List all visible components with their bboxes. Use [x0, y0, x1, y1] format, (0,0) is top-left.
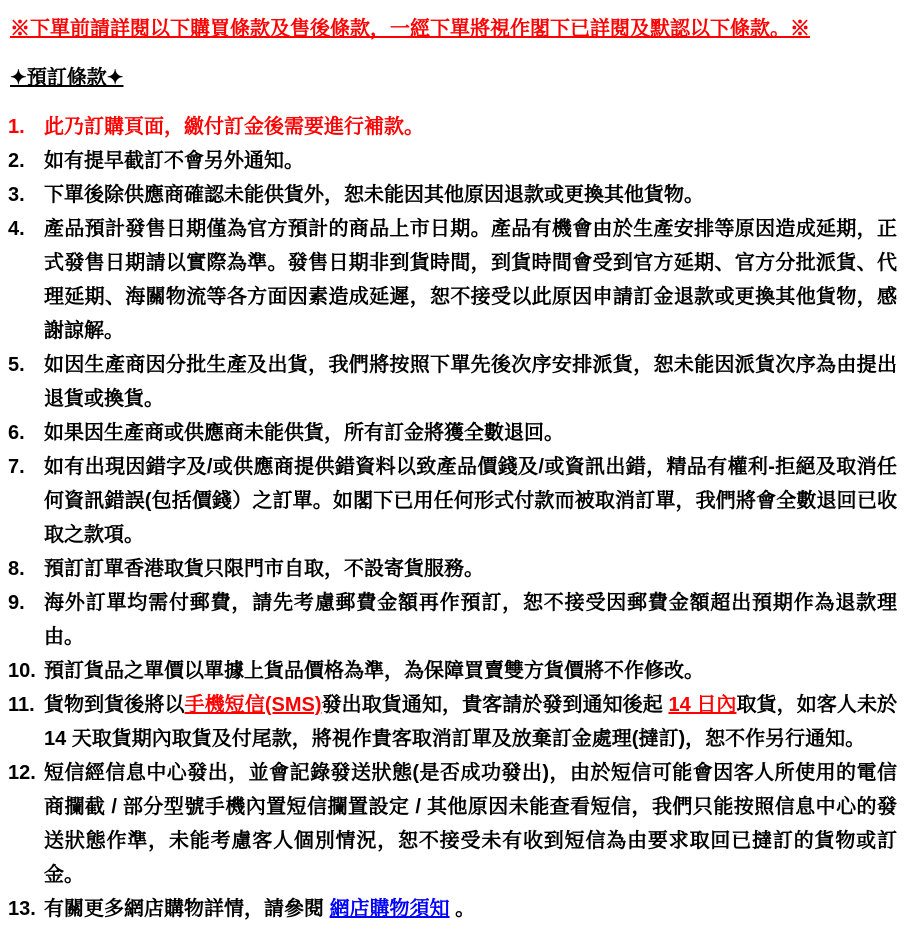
- term-segment: 產品預計發售日期僅為官方預計的商品上市日期。產品有機會由於生產安排等原因造成延期，正式發售日期請以實際為準。發售日期非到貨時間，到貨時間會受到官方延期、官方分批派貨、代理延期、海關物流等各方面因素造成延遲，恕不接受以此原因申請訂金退款或更換其他貨物，感謝諒解。: [44, 218, 897, 342]
- term-text: [44, 654, 897, 688]
- term-segment: 預訂貨品之單價以單據上貨品價格為準，為保障買賣雙方貨價將不作修改。: [44, 660, 704, 682]
- term-segment: 有關更多網店購物詳情，請參閱: [44, 898, 330, 920]
- term-item: [8, 144, 897, 178]
- term-number: 10.: [8, 660, 36, 682]
- term-number: 11.: [8, 694, 35, 716]
- term-number: 12.: [8, 762, 36, 784]
- term-segment: 貨物到貨後將以: [44, 694, 185, 716]
- term-text: [44, 756, 897, 892]
- term-segment: 如有提早截訂不會另外通知。: [44, 150, 304, 172]
- term-segment: 短信經信息中心發出，並會記錄發送狀態(是否成功發出)，由於短信可能會因客人所使用的電信商攔截 / 部分型號手機內置短信攔置設定 / 其他原因未能查看短信，我們只能按照信息中心的發送狀態作準，未能考慮客人個別情況，恕不接受未有收到短信為由要求取回已撻訂的貨物或訂金。: [44, 762, 897, 886]
- term-item: [8, 552, 897, 586]
- term-segment: 如果因生產商或供應商未能供貨，所有訂金將獲全數退回。: [44, 422, 564, 444]
- term-number: 8.: [8, 558, 25, 580]
- term-text: [44, 212, 897, 348]
- pre-order-notice: ※下單前請詳閱以下購買條款及售後條款，一經下單將視作閣下已詳閱及默認以下條款。※: [10, 18, 810, 40]
- term-text: [44, 144, 897, 178]
- term-item: [8, 348, 897, 416]
- term-segment: 海外訂單均需付郵費，請先考慮郵費金額再作預訂，恕不接受因郵費金額超出預期作為退款理由。: [44, 592, 897, 648]
- term-segment: 。: [449, 898, 476, 920]
- term-item: [8, 212, 897, 348]
- term-text: [44, 450, 897, 552]
- terms-list: [8, 110, 897, 926]
- term-segment: 下單後除供應商確認未能供貨外，恕未能因其他原因退款或更換其他貨物。: [44, 184, 704, 206]
- term-text: [44, 416, 897, 450]
- term-text: [44, 110, 897, 144]
- term-text: [44, 348, 897, 416]
- term-text: [44, 586, 897, 654]
- term-segment: 取貨，如客人未於 14 天取貨期內取貨及付尾款，將視作貴客取消訂單及放棄訂金處理(撻訂)，恕不作另行通知。: [44, 694, 898, 750]
- term-item: [8, 688, 897, 756]
- term-segment: 如因生產商因分批生產及出貨，我們將按照下單先後次序安排派貨，恕未能因派貨次序為由提出退貨或換貨。: [44, 354, 897, 410]
- term-number: 1.: [8, 116, 25, 138]
- term-segment: 預訂訂單香港取貨只限門市自取，不設寄貨服務。: [44, 558, 484, 580]
- term-number: 7.: [8, 456, 25, 478]
- section-heading: [10, 64, 897, 92]
- term-segment: 發出取貨通知，貴客請於發到通知後起: [321, 694, 669, 716]
- term-number: 13.: [8, 898, 36, 920]
- term-item: [8, 450, 897, 552]
- term-text: [44, 892, 897, 926]
- term-number: 6.: [8, 422, 25, 444]
- sms-highlight: 手機短信(SMS): [184, 694, 322, 716]
- term-item: [8, 756, 897, 892]
- term-item: [8, 654, 897, 688]
- term-number: 5.: [8, 354, 25, 376]
- term-item: [8, 416, 897, 450]
- term-number: 9.: [8, 592, 25, 614]
- term-text: [44, 688, 897, 756]
- shop-guide-link[interactable]: 網店購物須知: [329, 898, 450, 920]
- term-number: 2.: [8, 150, 25, 172]
- pickup-deadline-highlight: 14 日內: [668, 694, 737, 716]
- term-segment: 如有出現因錯字及/或供應商提供錯資料以致產品價錢及/或資訊出錯，精品有權利-拒絕及取消任何資訊錯誤(包括價錢）之訂單。如閣下已用任何形式付款而被取消訂單，我們將會全數退回已收取之款項。: [44, 456, 897, 546]
- term-item: [8, 586, 897, 654]
- section-heading-text: ✦預訂條款✦: [10, 67, 124, 89]
- term-text: [44, 178, 897, 212]
- term-text: [44, 552, 897, 586]
- term-number: 4.: [8, 218, 25, 240]
- term-item: [8, 892, 897, 926]
- term-item: [8, 110, 897, 144]
- term-item: [8, 178, 897, 212]
- term-segment: 此乃訂購頁面，繳付訂金後需要進行補款。: [44, 116, 424, 138]
- term-number: 3.: [8, 184, 25, 206]
